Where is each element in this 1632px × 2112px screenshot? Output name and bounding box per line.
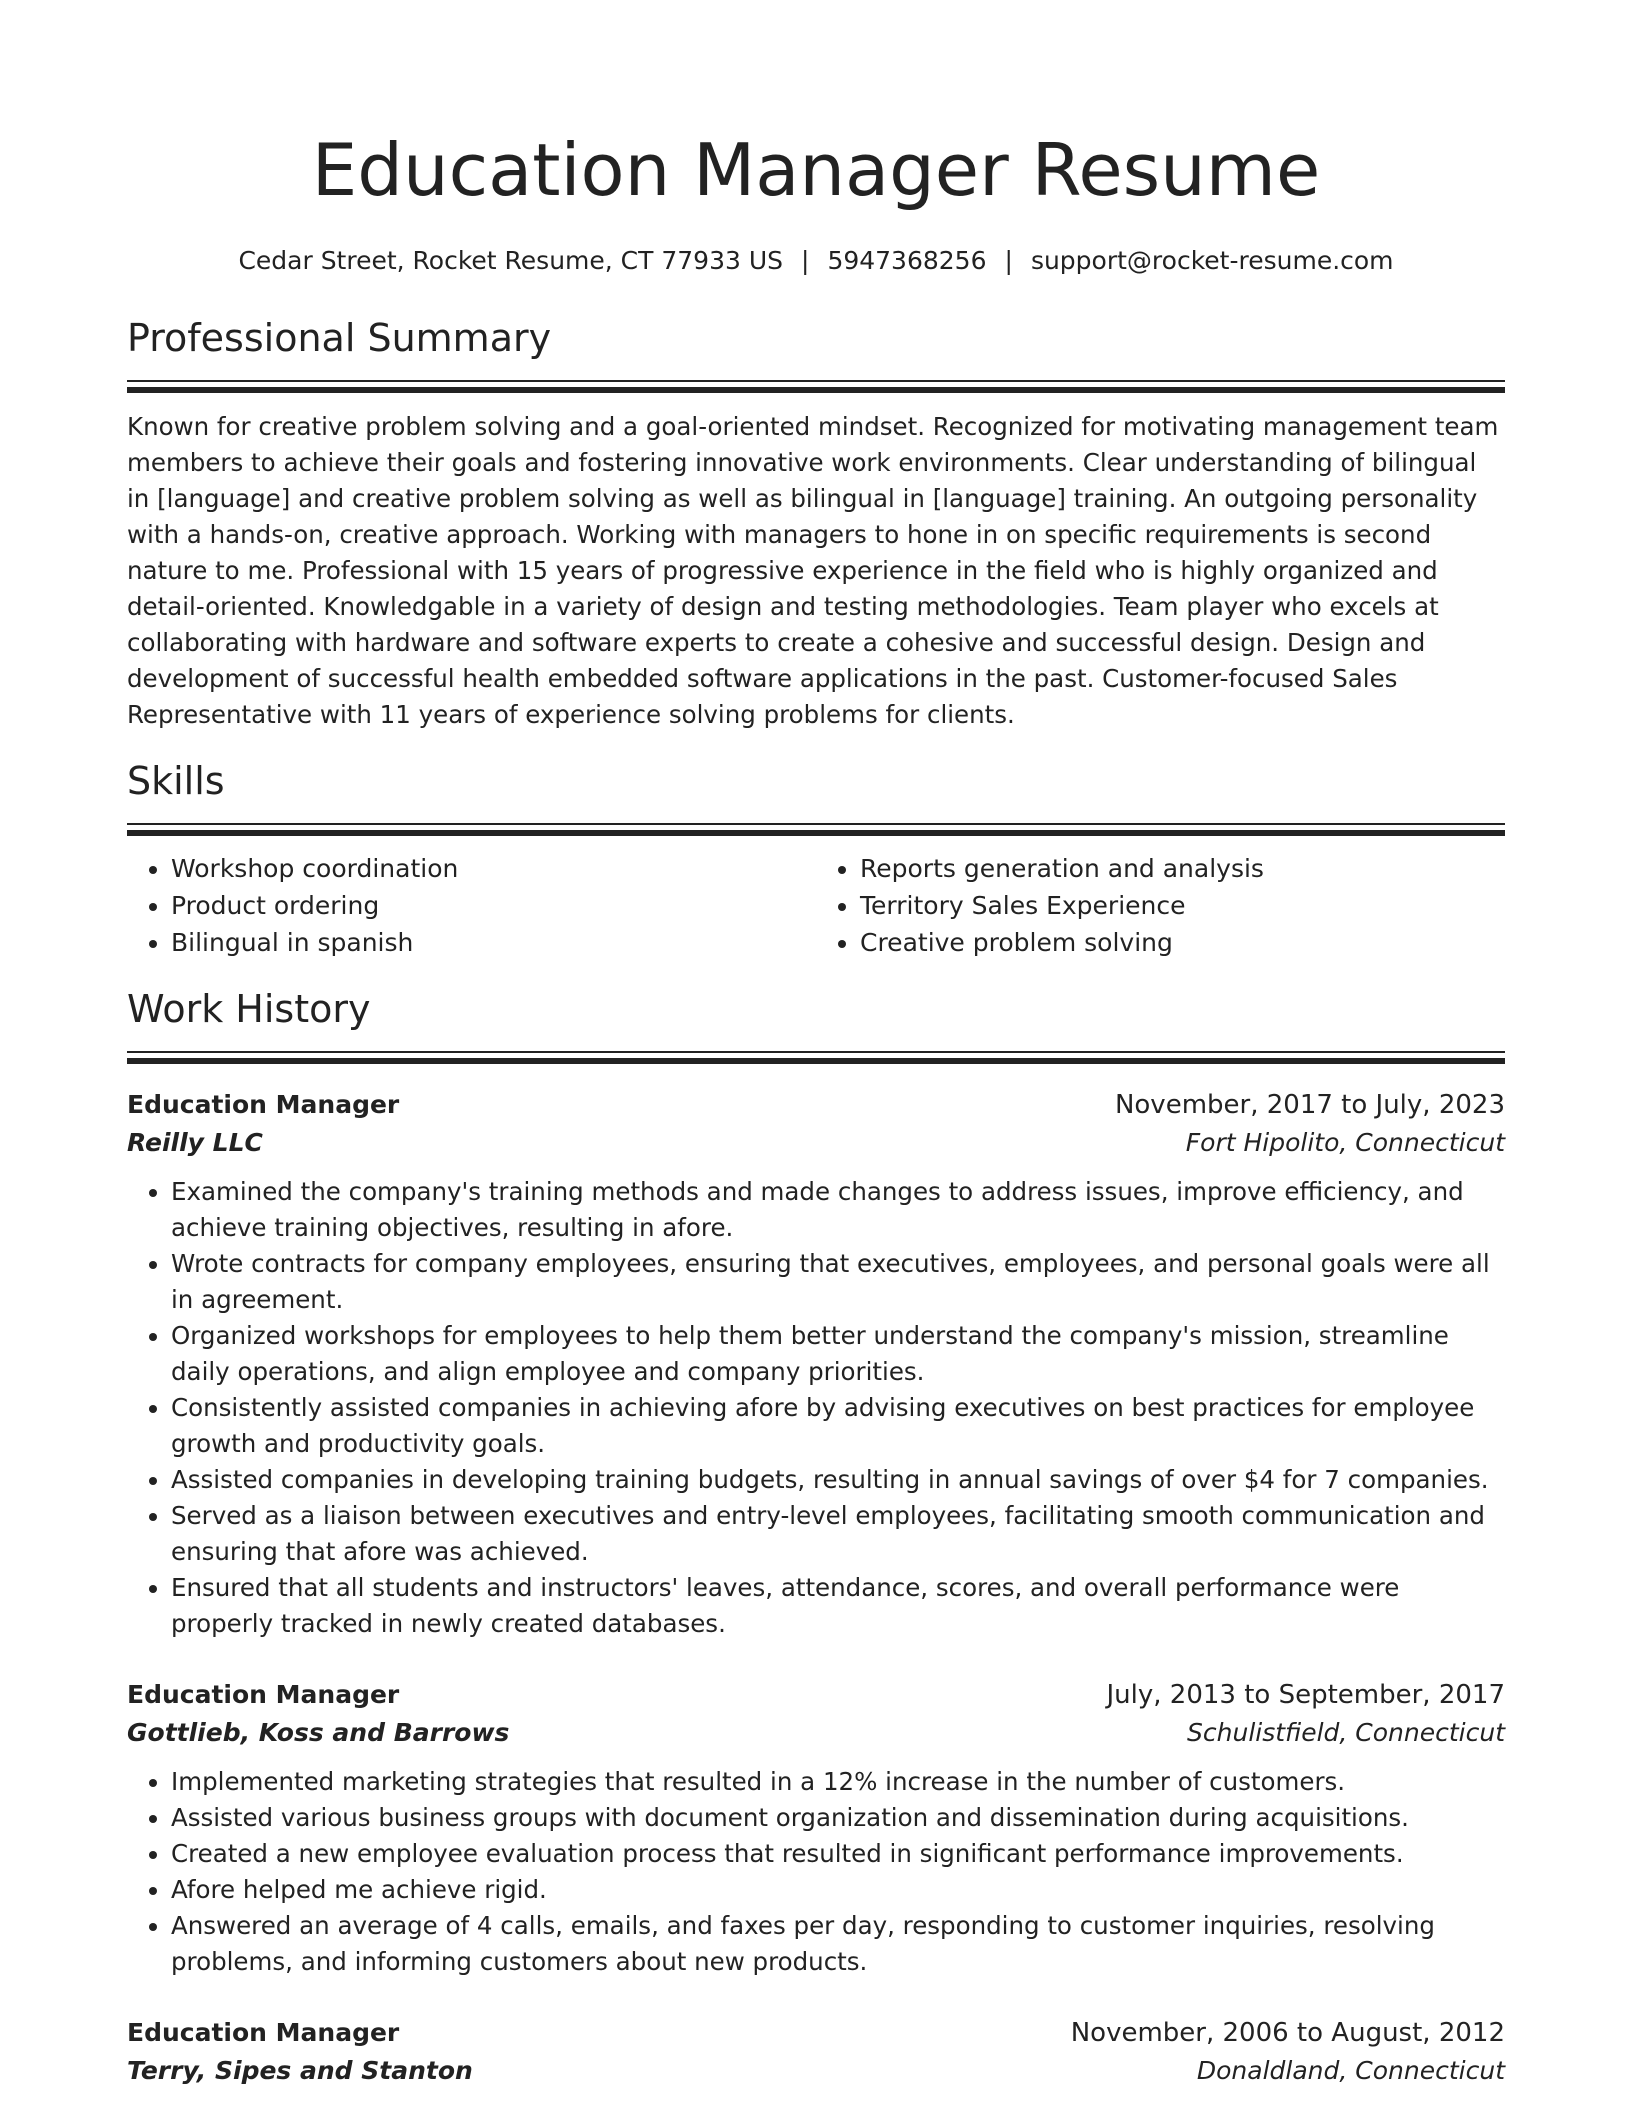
skills-section-header <box>127 755 1505 836</box>
contact-phone: 5947368256 <box>827 246 987 275</box>
job-entry <box>127 1676 1505 1980</box>
duty-item: • Served as a liaison between executives and entry-level employees, facilitating smooth communication and ensuring that afore was achieved. <box>171 1498 1505 1570</box>
summary-text: Known for creative problem solving and a goal-oriented mindset. Recognized for motivating management team members to achieve their goals and fostering innovative work environments. Clear understanding of bilingual in [language] and creative problem solving as well as bilingual in [language] training. An outgoing personality with a hands-on, creative approach. Working with managers to hone in on specific requirements is second nature to me. Professional with 15 years of progressive experience in the field who is highly organized and detail-oriented. Knowledgable in a variety of design and testing methodologies. Team player who excels at collaborating with hardware and software experts to create a cohesive and successful design. Design and development of successful health embedded software applications in the past. Customer-focused Sales Representative with 11 years of experience solving problems for clients. <box>127 412 1499 729</box>
duty-item: • Examined the company's training methods and made changes to address issues, improve efficiency, and achieve training objectives, resulting in afore. <box>171 1174 1505 1246</box>
skills-column-right <box>816 850 1505 961</box>
job-header <box>127 2014 1505 2052</box>
duty-item: • Assisted companies in developing training budgets, resulting in annual savings of over $4 for 7 companies. <box>171 1462 1505 1498</box>
job-header <box>127 1086 1505 1124</box>
skills-list <box>127 850 1505 961</box>
skills-heading: Skills <box>127 759 225 803</box>
skills-column-left <box>127 850 816 961</box>
skill-item: • Territory Sales Experience <box>860 887 1505 924</box>
section-divider <box>127 823 1505 825</box>
skill-item: • Reports generation and analysis <box>860 850 1505 887</box>
duty-item: • Assisted various business groups with document organization and dissemination during acquisitions. <box>171 1800 1505 1836</box>
job-subheader <box>127 1714 1505 1752</box>
section-divider <box>127 387 1505 393</box>
job-entry <box>127 1086 1505 1642</box>
contact-address: Cedar Street, Rocket Resume, CT 77933 US <box>238 246 783 275</box>
job-dates: November, 2006 to August, 2012 <box>1070 2018 1505 2048</box>
contact-email: support@rocket-resume.com <box>1030 246 1394 275</box>
duty-item: • Created a new employee evaluation process that resulted in significant performance improvements. <box>171 1836 1505 1872</box>
job-company: Reilly LLC <box>127 1128 263 1157</box>
section-divider <box>127 380 1505 382</box>
contact-separator: | <box>1004 246 1013 275</box>
job-location: Fort Hipolito, Connecticut <box>1185 1128 1505 1157</box>
job-entry <box>127 2014 1505 2090</box>
section-divider <box>127 1058 1505 1064</box>
resume-title: Education Manager Resume <box>311 128 1321 212</box>
contact-line <box>127 244 1505 278</box>
job-location: Donaldland, Connecticut <box>1196 2056 1505 2085</box>
duty-item: • Wrote contracts for company employees, ensuring that executives, employees, and personal goals were all in agreement. <box>171 1246 1505 1318</box>
job-dates: July, 2013 to September, 2017 <box>1106 1680 1505 1710</box>
job-title: Education Manager <box>127 2018 400 2047</box>
job-header <box>127 1676 1505 1714</box>
duty-item: • Organized workshops for employees to help them better understand the company's mission, streamline daily operations, and align employee and company priorities. <box>171 1318 1505 1390</box>
work-heading: Work History <box>127 987 371 1031</box>
duty-item: • Ensured that all students and instructors' leaves, attendance, scores, and overall performance were properly tracked in newly created databases. <box>171 1570 1505 1642</box>
job-dates: November, 2017 to July, 2023 <box>1114 1090 1505 1120</box>
skill-item: • Product ordering <box>171 887 816 924</box>
summary-heading: Professional Summary <box>127 316 552 360</box>
duty-item: • Consistently assisted companies in achieving afore by advising executives on best practices for employee growth and productivity goals. <box>171 1390 1505 1462</box>
job-title: Education Manager <box>127 1090 400 1119</box>
skill-item: • Workshop coordination <box>171 850 816 887</box>
job-title: Education Manager <box>127 1680 400 1709</box>
duty-item: • Afore helped me achieve rigid. <box>171 1872 1505 1908</box>
job-company: Terry, Sipes and Stanton <box>127 2056 473 2085</box>
summary-section-header <box>127 312 1505 393</box>
job-subheader <box>127 1124 1505 1162</box>
skill-item: • Creative problem solving <box>860 924 1505 961</box>
duty-item: • Answered an average of 4 calls, emails, and faxes per day, responding to customer inquiries, resolving problems, and informing customers about new products. <box>171 1908 1505 1980</box>
job-duties <box>127 1174 1505 1642</box>
contact-separator: | <box>801 246 810 275</box>
job-location: Schulistfield, Connecticut <box>1187 1718 1505 1747</box>
job-company: Gottlieb, Koss and Barrows <box>127 1718 510 1747</box>
section-divider <box>127 1051 1505 1053</box>
job-subheader <box>127 2052 1505 2090</box>
skill-item: • Bilingual in spanish <box>171 924 816 961</box>
duty-item: • Implemented marketing strategies that resulted in a 12% increase in the number of customers. <box>171 1764 1505 1800</box>
work-section-header <box>127 983 1505 1064</box>
job-duties <box>127 1764 1505 1980</box>
section-divider <box>127 830 1505 836</box>
